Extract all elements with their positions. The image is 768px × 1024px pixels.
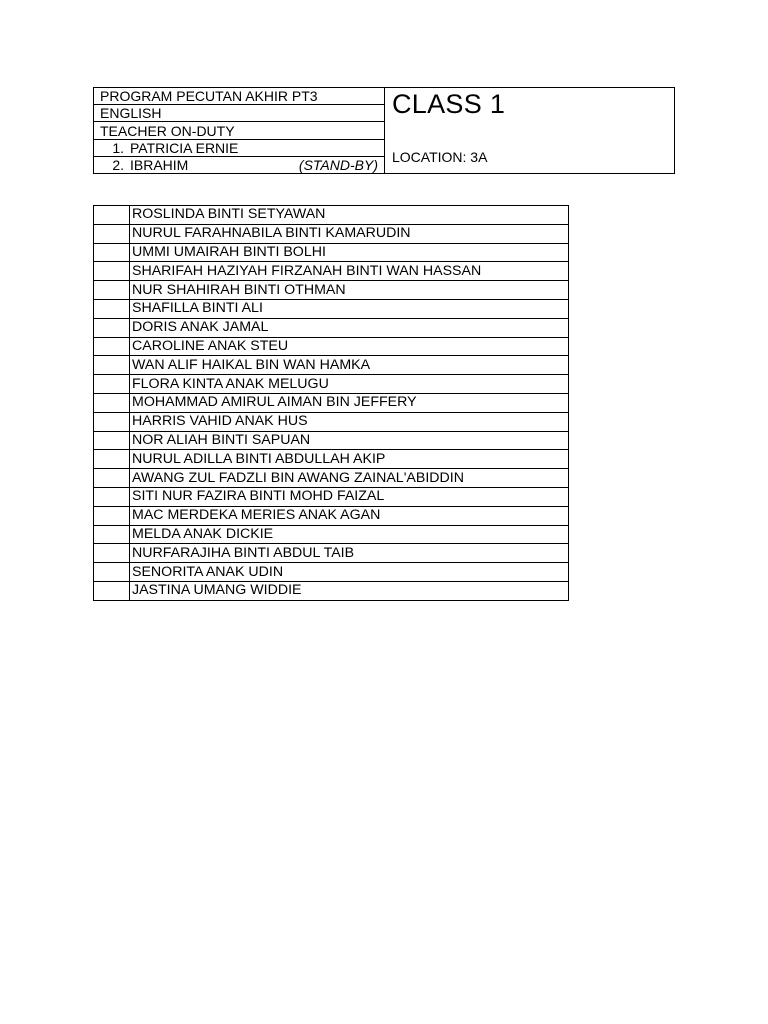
table-row — [94, 206, 569, 225]
student-name: NURFARAJIHA BINTI ABDUL TAIB — [130, 544, 569, 563]
table-row — [94, 506, 569, 525]
table-row — [94, 450, 569, 469]
standby-note: (STAND-BY) — [298, 156, 378, 173]
header-box — [93, 87, 675, 174]
table-row — [94, 581, 569, 600]
teacher-number: 2. — [112, 156, 124, 173]
table-row — [94, 224, 569, 243]
table-row — [94, 375, 569, 394]
student-name: NUR SHAHIRAH BINTI OTHMAN — [130, 281, 569, 300]
row-number-cell — [94, 412, 130, 431]
table-row — [94, 318, 569, 337]
row-number-cell — [94, 450, 130, 469]
student-name: FLORA KINTA ANAK MELUGU — [130, 375, 569, 394]
student-name: SITI NUR FAZIRA BINTI MOHD FAIZAL — [130, 487, 569, 506]
table-row — [94, 525, 569, 544]
row-number-cell — [94, 243, 130, 262]
teacher-number: 1. — [112, 139, 124, 156]
row-number-cell — [94, 469, 130, 488]
row-number-cell — [94, 318, 130, 337]
table-row — [94, 356, 569, 375]
class-title: CLASS 1 — [392, 89, 506, 119]
table-row — [94, 431, 569, 450]
row-number-cell — [94, 299, 130, 318]
subject-label: ENGLISH — [94, 105, 384, 122]
row-number-cell — [94, 563, 130, 582]
header-info — [94, 88, 385, 173]
student-name: MAC MERDEKA MERIES ANAK AGAN — [130, 506, 569, 525]
table-row — [94, 544, 569, 563]
student-name: UMMI UMAIRAH BINTI BOLHI — [130, 243, 569, 262]
teacher-name: PATRICIA ERNIE — [130, 139, 239, 156]
row-number-cell — [94, 487, 130, 506]
table-row — [94, 469, 569, 488]
student-name: SHAFILLA BINTI ALI — [130, 299, 569, 318]
row-number-cell — [94, 581, 130, 600]
student-name: SENORITA ANAK UDIN — [130, 563, 569, 582]
location-label: LOCATION: 3A — [392, 149, 488, 165]
class-info — [385, 88, 674, 173]
table-row — [94, 563, 569, 582]
student-name: HARRIS VAHID ANAK HUS — [130, 412, 569, 431]
student-name: NURUL FARAHNABILA BINTI KAMARUDIN — [130, 224, 569, 243]
student-name: MELDA ANAK DICKIE — [130, 525, 569, 544]
row-number-cell — [94, 393, 130, 412]
roster-body — [94, 206, 569, 601]
teacher-heading: TEACHER ON-DUTY — [94, 122, 384, 139]
teacher-row-1 — [94, 140, 384, 157]
row-number-cell — [94, 206, 130, 225]
row-number-cell — [94, 506, 130, 525]
row-number-cell — [94, 337, 130, 356]
student-name: DORIS ANAK JAMAL — [130, 318, 569, 337]
student-name: NOR ALIAH BINTI SAPUAN — [130, 431, 569, 450]
teacher-row-2 — [94, 157, 384, 173]
table-row — [94, 299, 569, 318]
table-row — [94, 393, 569, 412]
table-row — [94, 412, 569, 431]
student-name: CAROLINE ANAK STEU — [130, 337, 569, 356]
row-number-cell — [94, 375, 130, 394]
table-row — [94, 337, 569, 356]
table-row — [94, 243, 569, 262]
table-row — [94, 262, 569, 281]
row-number-cell — [94, 544, 130, 563]
student-name: SHARIFAH HAZIYAH FIRZANAH BINTI WAN HASSAN — [130, 262, 569, 281]
student-name: MOHAMMAD AMIRUL AIMAN BIN JEFFERY — [130, 393, 569, 412]
row-number-cell — [94, 525, 130, 544]
student-roster-table — [93, 205, 569, 601]
row-number-cell — [94, 431, 130, 450]
row-number-cell — [94, 224, 130, 243]
table-row — [94, 281, 569, 300]
student-name: ROSLINDA BINTI SETYAWAN — [130, 206, 569, 225]
row-number-cell — [94, 281, 130, 300]
student-name: WAN ALIF HAIKAL BIN WAN HAMKA — [130, 356, 569, 375]
student-name: AWANG ZUL FADZLI BIN AWANG ZAINAL'ABIDDIN — [130, 469, 569, 488]
row-number-cell — [94, 262, 130, 281]
row-number-cell — [94, 356, 130, 375]
teacher-name: IBRAHIM — [130, 156, 189, 173]
table-row — [94, 487, 569, 506]
program-title: PROGRAM PECUTAN AKHIR PT3 — [94, 88, 384, 105]
student-name: JASTINA UMANG WIDDIE — [130, 581, 569, 600]
student-name: NURUL ADILLA BINTI ABDULLAH AKIP — [130, 450, 569, 469]
